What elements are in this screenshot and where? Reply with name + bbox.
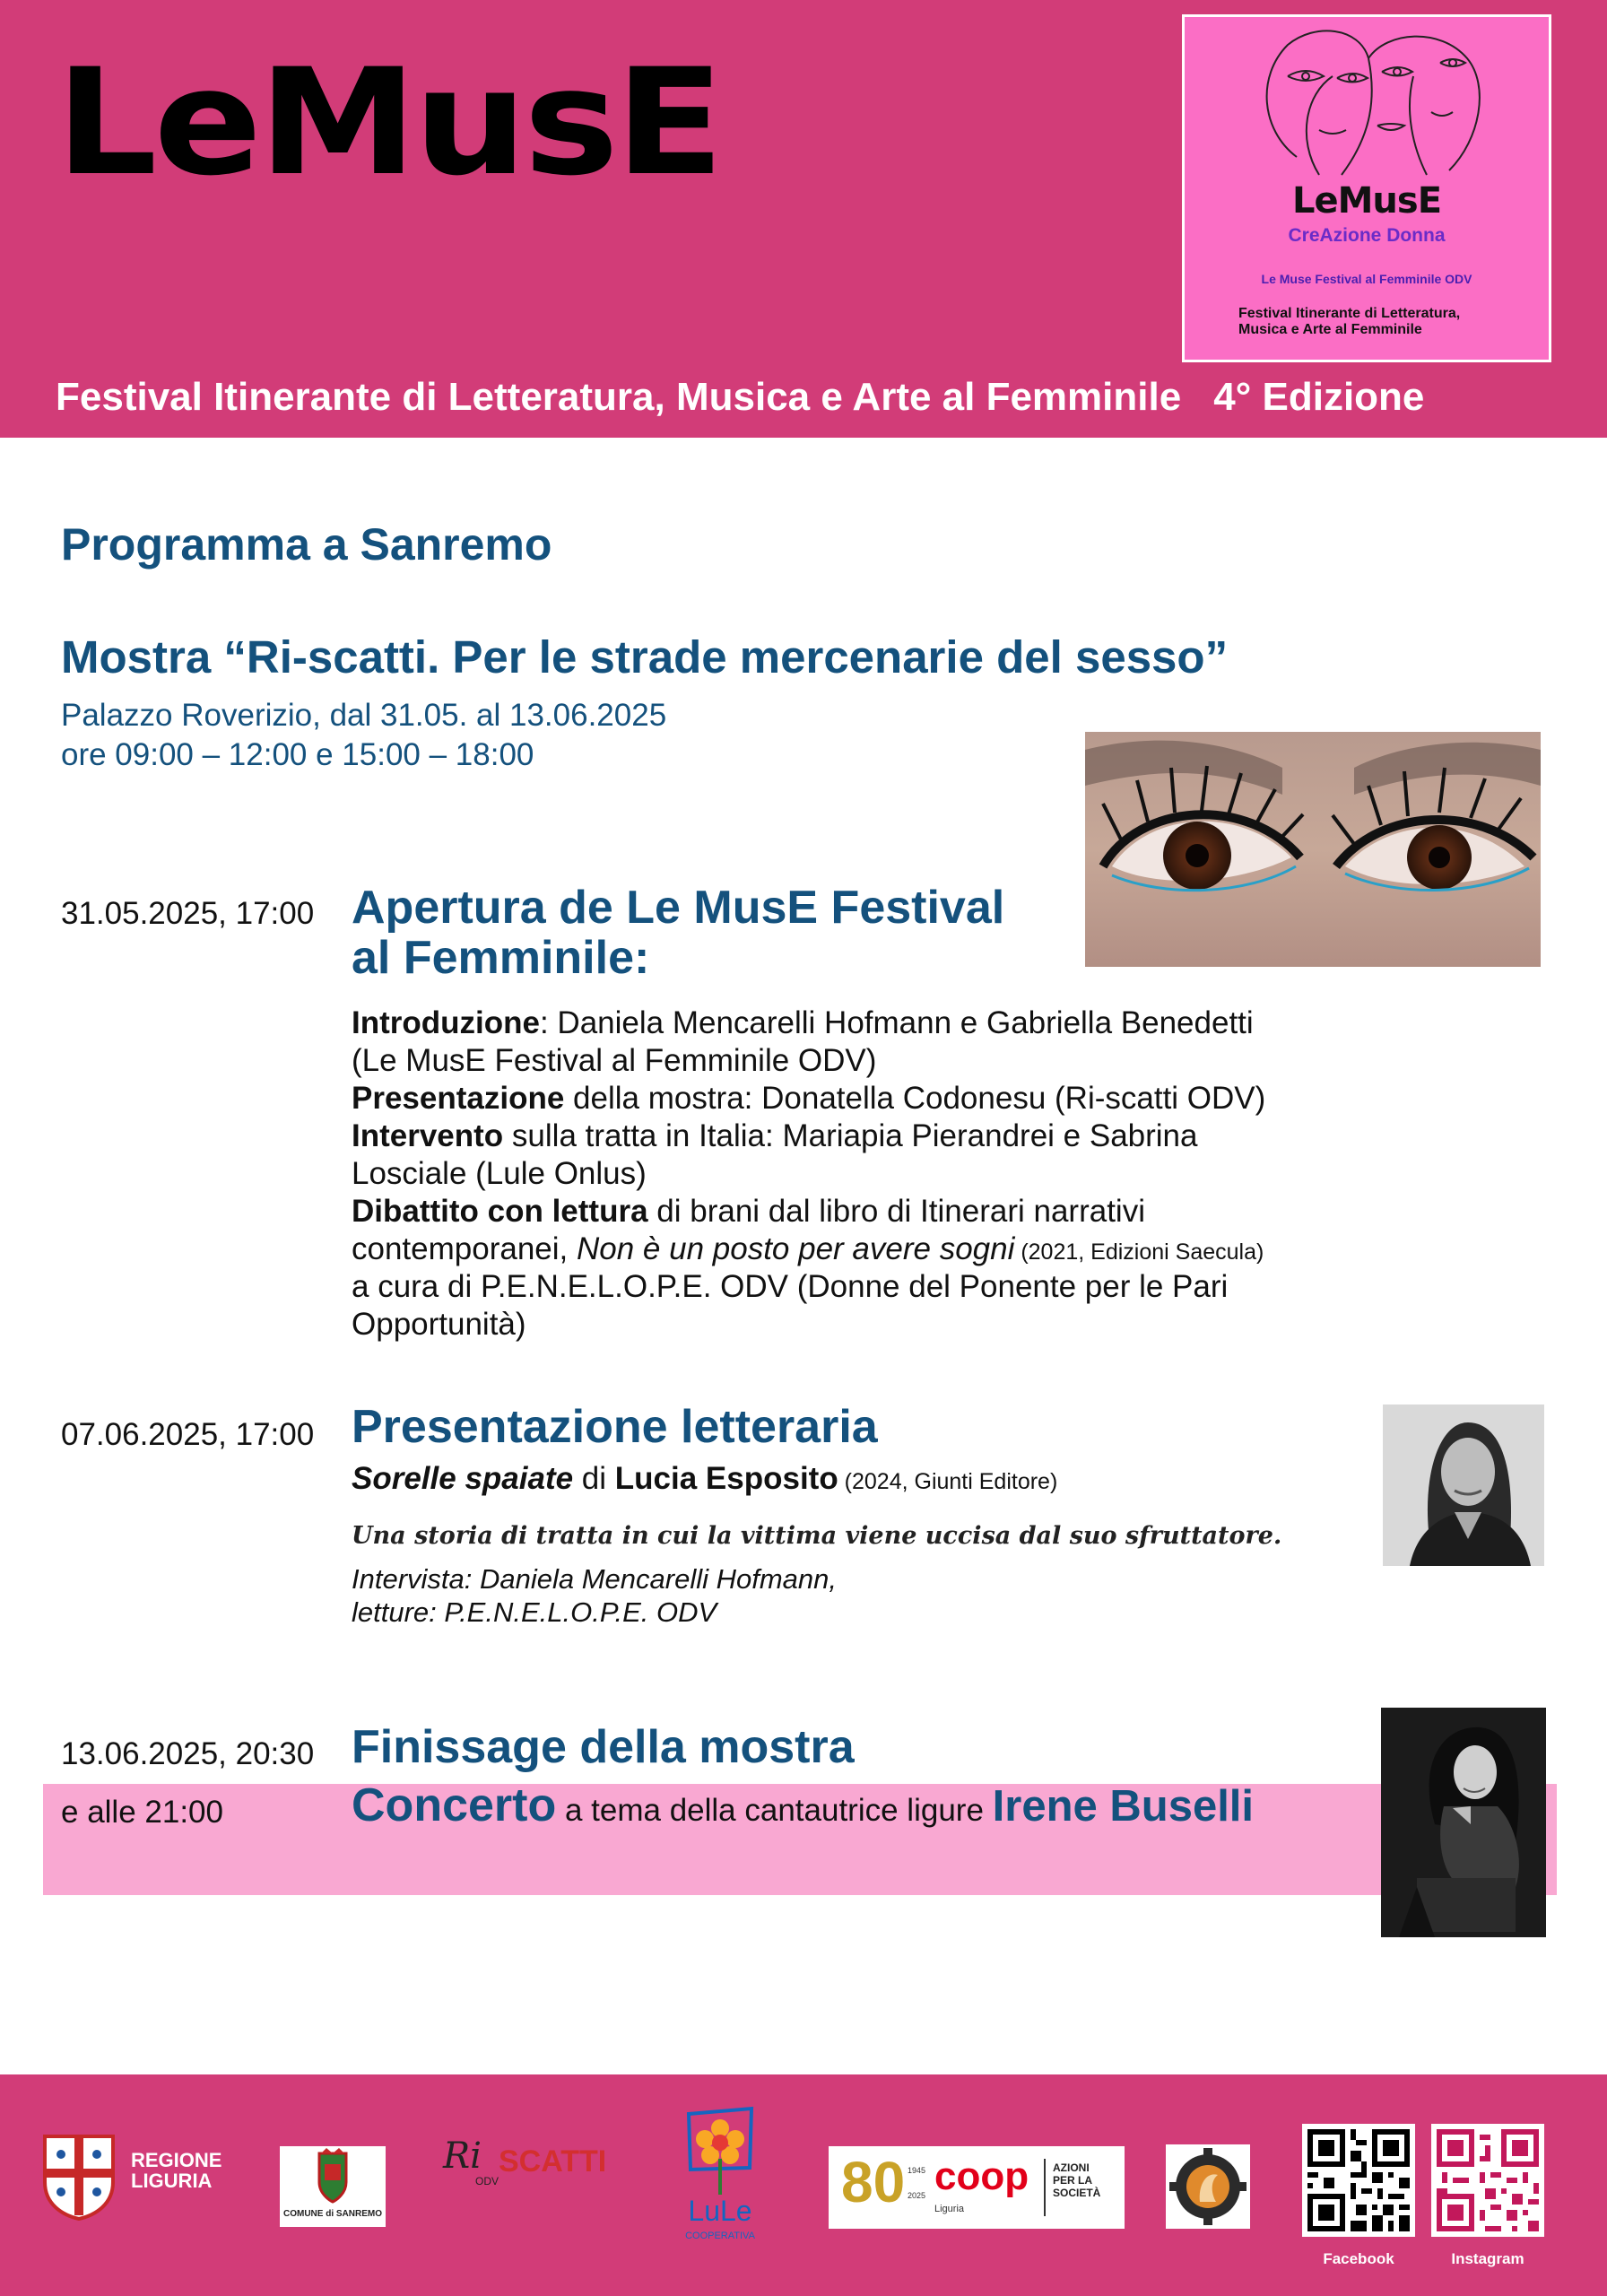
event2-author: Lucia Esposito <box>614 1461 838 1496</box>
artist-portrait <box>1381 1708 1546 1937</box>
coop-year-start: 1945 <box>908 2166 926 2175</box>
logo-tagline-b: Donna <box>1386 225 1446 246</box>
coop-azioni-line: SOCIETÀ <box>1053 2186 1101 2199</box>
event2-by: di <box>573 1461 615 1496</box>
riscatti-ri: Ri <box>443 2135 482 2177</box>
regione-liguria-shield <box>41 2133 117 2222</box>
coop-region: Liguria <box>934 2204 965 2214</box>
section-title: Programma a Sanremo <box>61 519 552 570</box>
presentation-text: della mostra: Donatella Codonesu (Ri-scatti ODV) <box>564 1081 1266 1116</box>
logo-tagline-a: CreAzione <box>1288 225 1382 246</box>
lule-logo <box>671 2105 769 2248</box>
artist-name: Irene Buselli <box>992 1782 1255 1831</box>
instagram-label[interactable]: Instagram <box>1451 2250 1524 2267</box>
instagram-qr-code[interactable] <box>1431 2124 1544 2237</box>
event2-book-info: (2024, Giunti Editore) <box>838 1469 1058 1494</box>
coop-logo <box>829 2146 1125 2229</box>
coop-wordmark: coop <box>934 2154 1029 2198</box>
header-subtitle <box>56 375 1424 420</box>
author-portrait <box>1383 1405 1544 1566</box>
event2-interview <box>352 1562 837 1629</box>
event1-details <box>352 1004 1356 1344</box>
coop-azioni-line: PER LA <box>1053 2173 1093 2187</box>
riscatti-logo <box>443 2135 631 2198</box>
riscatti-scatti: SCATTI <box>499 2144 607 2179</box>
regione-liguria-text <box>131 2150 222 2191</box>
intervention-text: sulla tratta in Italia: Mariapia Pierandrei e Sabrina <box>503 1118 1198 1153</box>
event2-interview-line: letture: P.E.N.E.L.O.P.E. ODV <box>352 1596 717 1629</box>
lule-subtitle: COOPERATIVA <box>685 2231 755 2241</box>
facebook-label[interactable]: Facebook <box>1323 2250 1394 2267</box>
exhibition-title: Mostra “Ri-scatti. Per le strade mercenarie del sesso” <box>61 631 1229 683</box>
intro-label: Introduzione <box>352 1005 540 1040</box>
brand-title: LeMusE <box>56 37 721 208</box>
liguria-label: LIGURIA <box>131 2170 213 2193</box>
event2-book-line <box>352 1460 1057 1498</box>
coop-azioni <box>1053 2162 1100 2199</box>
facebook-qr-code[interactable] <box>1302 2124 1415 2237</box>
regione-label: REGIONE <box>131 2149 222 2171</box>
concert-text: a tema della cantautrice ligure <box>556 1793 993 1828</box>
event2-title: Presentazione letteraria <box>352 1401 878 1453</box>
debate-text-cont: a cura di P.E.N.E.L.O.P.E. ODV (Donne del Ponente per le Pari <box>352 1269 1229 1304</box>
faces-line-art <box>1234 22 1503 180</box>
event2-date: 07.06.2025, 17:00 <box>61 1417 315 1452</box>
logo-title: LeMusE <box>1291 180 1442 222</box>
event3-title: Finissage della mostra <box>352 1721 855 1773</box>
event1-title-line: Apertura de Le MusE Festival <box>352 882 1005 934</box>
book-title: Non è un posto per avere sogni <box>576 1231 1015 1266</box>
festival-logo <box>1182 14 1551 362</box>
event3-date: 13.06.2025, 20:30 <box>61 1736 315 1771</box>
intro-org: (Le MusE Festival al Femminile ODV) <box>352 1043 877 1078</box>
coop-years: 80 <box>841 2150 906 2214</box>
exhibition-hours: ore 09:00 – 12:00 e 15:00 – 18:00 <box>61 737 534 772</box>
logo-desc-line: Musica e Arte al Femminile <box>1238 322 1422 338</box>
penelope-logo <box>1166 2144 1250 2229</box>
eyes-photo <box>1085 732 1541 967</box>
logo-festival-name: Le Muse Festival al Femminile ODV <box>1261 272 1472 286</box>
intervention-text-cont: Losciale (Lule Onlus) <box>352 1156 647 1191</box>
event3-date2: e alle 21:00 <box>61 1795 223 1830</box>
event2-book-title: Sorelle spaiate <box>352 1461 574 1496</box>
event1-date: 31.05.2025, 17:00 <box>61 896 315 931</box>
concert-line <box>352 1779 1254 1832</box>
coop-azioni-line: AZIONI <box>1053 2161 1090 2174</box>
book-info: (2021, Edizioni Saecula) <box>1014 1239 1264 1265</box>
coop-divider <box>1044 2159 1046 2216</box>
intervention-label: Intervento <box>352 1118 504 1153</box>
event2-interview-line: Intervista: Daniela Mencarelli Hofmann, <box>352 1563 838 1595</box>
presentation-label: Presentazione <box>352 1081 565 1116</box>
edition-label: 4° Edizione <box>1213 375 1425 419</box>
lule-name: LuLe <box>688 2195 752 2227</box>
debate-text-cont: Opportunità) <box>352 1307 526 1342</box>
event1-title <box>352 883 1004 983</box>
riscatti-odv: ODV <box>475 2175 499 2187</box>
exhibition-place: Palazzo Roverizio, dal 31.05. al 13.06.2025 <box>61 698 667 733</box>
concert-label: Concerto <box>352 1779 557 1831</box>
debate-text: di brani dal libro di Itinerari narrativi <box>647 1194 1145 1229</box>
event1-title-line: al Femminile: <box>352 932 650 985</box>
debate-text-cont: contemporanei, <box>352 1231 577 1266</box>
comune-label: COMUNE di SANREMO <box>283 2209 382 2219</box>
sponsor-footer <box>0 2074 1607 2296</box>
intro-text: : Daniela Mencarelli Hofmann e Gabriella Benedetti <box>539 1005 1254 1040</box>
festival-subtitle: Festival Itinerante di Letteratura, Musica e Arte al Femminile <box>56 375 1182 419</box>
debate-label: Dibattito con lettura <box>352 1194 648 1229</box>
logo-desc-line: Festival Itinerante di Letteratura, <box>1238 306 1461 321</box>
comune-sanremo-logo <box>280 2146 386 2227</box>
logo-description <box>1238 306 1507 339</box>
event2-quote: Una storia di tratta in cui la vittima viene uccisa dal suo sfruttatore. <box>352 1522 1282 1550</box>
coop-year-end: 2025 <box>908 2191 926 2200</box>
logo-tagline <box>1185 225 1549 247</box>
